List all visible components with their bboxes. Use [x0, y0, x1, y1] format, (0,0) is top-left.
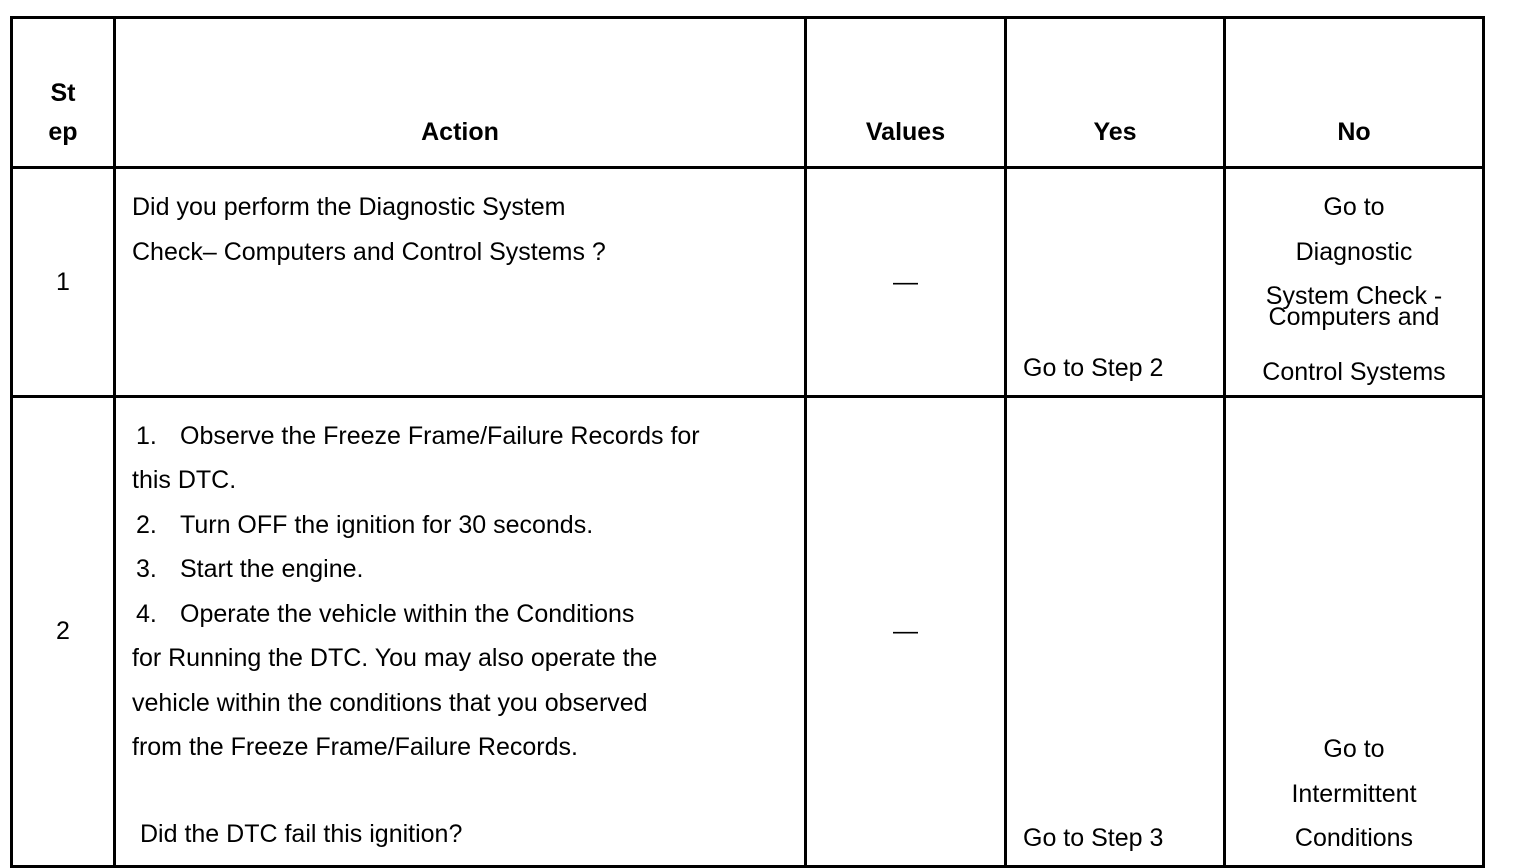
- action-text: Did you perform the Diagnostic System: [132, 193, 566, 221]
- list-item: 4. Operate the vehicle within the Conditions: [136, 599, 635, 628]
- list-item: from the Freeze Frame/Failure Records.: [132, 733, 578, 761]
- yes-header: Yes: [1006, 18, 1225, 168]
- values-dash: —: [893, 616, 918, 645]
- table-row: [12, 396, 1484, 866]
- yes-cell: [1006, 168, 1225, 397]
- no-cell: Go to Diagnostic System Check - Computers and Control Systems: [1225, 168, 1484, 397]
- no-cell: Go to Intermittent Conditions: [1225, 396, 1484, 866]
- values-cell: [806, 396, 1006, 866]
- values-dash: —: [893, 267, 918, 296]
- list-item: this DTC.: [132, 466, 237, 494]
- yes-link-text: Go to Step 2: [1023, 354, 1164, 382]
- values-cell: [806, 168, 1006, 397]
- list-item: for Running the DTC. You may also operate the: [132, 644, 658, 672]
- action-header: Action: [115, 18, 806, 168]
- header-row: [12, 18, 1484, 168]
- action-cell: [115, 168, 806, 397]
- diagnostic-table: [10, 16, 1485, 868]
- action-text: Check– Computers and Control Systems ?: [132, 237, 606, 266]
- no-header: No: [1225, 18, 1484, 168]
- list-item: 3. Start the engine.: [136, 555, 364, 583]
- list-item: 1. Observe the Freeze Frame/Failure Records for: [136, 421, 700, 450]
- list-item: 2. Turn OFF the ignition for 30 seconds.: [136, 510, 594, 539]
- action-question: Did the DTC fail this ignition?: [140, 819, 463, 848]
- action-cell: [115, 396, 806, 866]
- yes-link-text: Go to Step 3: [1023, 824, 1164, 852]
- table-row: [12, 168, 1484, 397]
- step-header: St ep: [12, 18, 115, 168]
- yes-cell: [1006, 396, 1225, 866]
- step-number: 2: [12, 396, 115, 866]
- step-number: 1: [12, 168, 115, 397]
- values-header: Values: [806, 18, 1006, 168]
- list-item: vehicle within the conditions that you observed: [132, 688, 648, 717]
